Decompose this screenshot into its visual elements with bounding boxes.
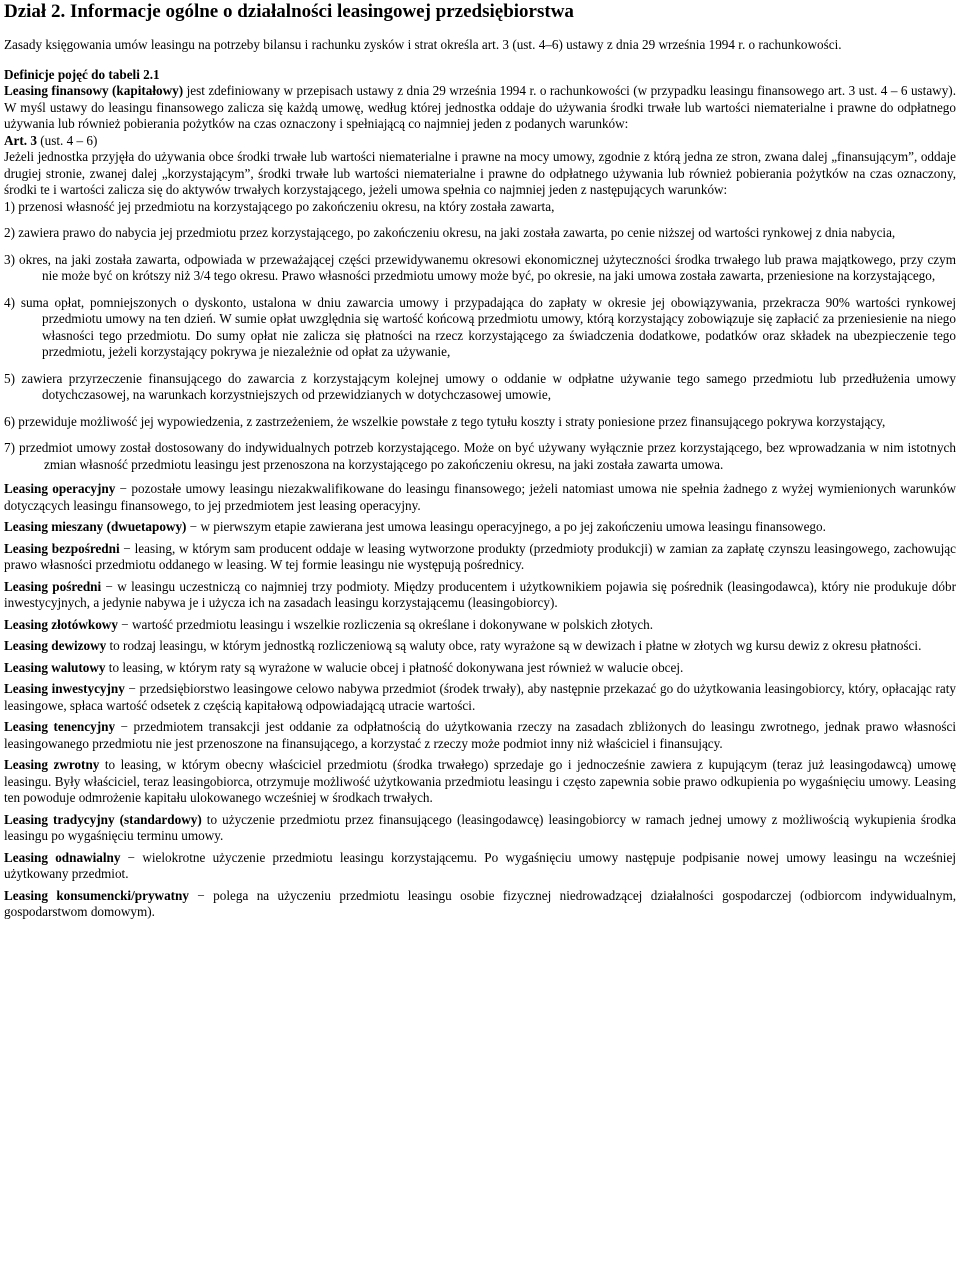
definitions-heading: Definicje pojęć do tabeli 2.1 [4,66,160,82]
lease-term-text: − w leasingu uczestniczą co najmniej trzy podmioty. Między producentem i użytkownikiem pojawia się pośrednik (leasingodawca), który nie produkuje dóbr inwestycyjnych, a jedynie nabywa je i użycza ich na zasadach leasingu korzystającemu (leasingobiorcy). [4,578,956,610]
lease-term-definition [4,888,956,921]
lease-term: Leasing inwestycyjny [4,681,125,696]
financial-lease-term: Leasing finansowy (kapitałowy) [4,83,184,98]
lease-term-text: to leasing, w którym raty są wyrażone w walucie obcej i płatność dokonywana jest również w walucie obcej. [105,659,684,675]
lease-term-definition [4,617,956,634]
article-label: Art. 3 [4,132,37,148]
lease-term: Leasing bezpośredni [4,540,120,556]
lease-term: Leasing tradycyjny (standardowy) [4,811,202,827]
lease-terms-list [4,481,956,921]
condition-item: 3) okres, na jaki została zawarta, odpowiada w przeważającej części przewidywanemu okresowi ekonomicznej użyteczności środka trwałego lub prawa majątkowego, przy czym nie może być on krótszy niż 3/4 tego okresu. Prawo własności przedmiotu umowy może być, po okresie, na jaki umowa została zawarta, przeniesione na korzystającego, [4,251,956,283]
lease-term-definition [4,541,956,574]
conditions-list [4,199,956,474]
lease-term-text: to leasing, w którym obecny właściciel przedmiotu (środka trwałego) sprzedaje go i jednocześnie zawiera z kupującym (teraz już leasingodawcą) umowę leasingu. Były właściciel, teraz leasingobiorca, otrzymuje możliwość użytkowania przedmiotu leasingu i często zapewnia sobie prawo odkupienia po wygaśnięciu umowy. Leasing ten powoduje odmrożenie kapitału ulokowanego wcześniej w środkach trwałych. [4,757,956,805]
lease-term-text: − w pierwszym etapie zawierana jest umowa leasingu operacyjnego, a po jej zakończeniu umowa leasingu finansowego. [186,519,826,534]
lease-term: Leasing odnawialny [4,849,121,865]
section-title: Dział 2. Informacje ogólne o działalności leasingowej przedsiębiorstwa [4,1,574,22]
article-ref: (ust. 4 – 6) [36,132,98,148]
lease-term: Leasing operacyjny [4,481,116,496]
lease-term-definition [4,519,956,536]
lease-term-text: to użyczenie przedmiotu przez finansującego (leasingodawcę) leasingobiorcy w ramach jednej umowy z możliwością wykupienia środka leasingu po wygaśnięciu terminu umowy. [4,811,957,843]
condition-item: 5) zawiera przyrzeczenie finansującego do zawarcia z korzystającym kolejnej umowy o oddanie w odpłatne używanie tego samego przedmiotu lub przedłużenia umowy dotychczasowej, na warunkach korzystniejszych od przewidzianych w dotychczasowej umowie, [4,370,956,402]
financial-lease-definition [4,83,956,133]
lease-term-text: to rodzaj leasingu, w którym jednostką rozliczeniową są waluty obce, raty wyrażone są w dewizach i płatne w złotych wg kursu dewiz z okresu płatności. [106,638,922,653]
lease-term-definition [4,660,956,677]
lease-term: Leasing pośredni [4,578,102,594]
lease-term: Leasing zwrotny [4,757,100,772]
lease-term: Leasing dewizowy [4,638,107,653]
lease-term-text: − wartość przedmiotu leasingu i wszelkie rozliczenia są określane i dokonywane w polskich złotych. [117,616,654,632]
lease-term-text: − polega na użyczeniu przedmiotu leasingu osobie fizycznej niedrowadzącej działalności gospodarczej (odbiorcom indywidualnym, gospodarstwom domowym). [4,887,956,919]
lease-term: Leasing mieszany (dwuetapowy) [4,519,187,534]
lease-term-definition [4,579,956,612]
lease-term-text: − pozostałe umowy leasingu niezakwalifikowane do leasingu finansowego; jeżeli natomiast umowa nie spełnia żadnego z wyżej wymienionych warunków dotyczących leasingu finansowego, to jej przedmiotem jest leasing operacyjny. [4,481,956,513]
lease-term-definition [4,757,956,807]
lease-term-definition [4,681,956,714]
financial-lease-text: jest zdefiniowany w przepisach ustawy z dnia 29 września 1994 r. o rachunkowości (w przypadku leasingu finansowego art. 3 ust. 4 – 6 ustawy). W myśl ustawy do leasingu finansowego zalicza się każdą umowę, według której jednostka oddaje do używania środki trwałe lub wartości niematerialne i prawne do odpłatnego używania lub również pobierania pożytków na czas oznaczony i spełniającą co najmniej jeden z podanych warunków: [4,83,956,131]
lease-term-definition [4,638,956,655]
article-reference [4,133,956,150]
lease-term: Leasing tenencyjny [4,719,116,734]
condition-item: 7) przedmiot umowy został dostosowany do indywidualnych potrzeb korzystającego. Może on być używany wyłącznie przez korzystającego, bez wprowadzania w nim istotnych zmian własność przedmiotu leasingu jest przenoszona na korzystającego po zakończeniu okresu, na jaki została zawarta umowa. [4,440,956,472]
lease-term-text: − leasing, w którym sam producent oddaje w leasing wytworzone produkty (przedmioty produkcji) w zamian za zapłatę czynszu leasingowego, zachowując prawo własności przedmiotu oddanego w leasing. W tej formie leasingu nie występują pośrednicy. [4,540,956,572]
condition-item: 4) suma opłat, pomniejszonych o dyskonto, ustalona w dniu zawarcia umowy i przypadająca do zapłaty w okresie jej obowiązywania, przekracza 90% wartości rynkowej przedmiotu umowy na ten dzień. W sumie opłat uwzględnia się wartość końcową przedmiotu umowy, którą korzystający zobowiązuje się zapłacić za przeniesienie na niego własności tego przedmiotu. Do sumy opłat nie zalicza się płatności na rzecz korzystającego za świadczenia dodatkowe, podatków oraz składek na ubezpieczenie tego przedmiotu, jeżeli korzystający pokrywa je niezależnie od opłat za używanie, [4,294,956,359]
lease-term-definition [4,850,956,883]
lease-term: Leasing konsumencki/prywatny [4,887,189,903]
condition-item: 1) przenosi własność jej przedmiotu na korzystającego po zakończeniu okresu, na który została zawarta, [4,198,555,214]
lease-term-text: − wielokrotne użyczenie przedmiotu leasingu korzystającemu. Po wygaśnięciu umowy następuje podpisanie nowej umowy leasingu na wcześniej użytkowany przedmiot. [4,849,956,881]
lease-term-definition [4,481,956,514]
lease-term-text: − przedmiotem transakcji jest oddanie za odpłatnością do użytkowania rzeczy na zasadach zbliżonych do leasingu zwrotnego, jednak prawo własności leasingowanego przedmiotu nie jest przenoszone na finansującego, a korzystać z rzeczy może podmiot inny niż właściciel i finansujący. [4,719,957,751]
article-text: Jeżeli jednostka przyjęła do używania obce środki trwałe lub wartości niematerialne i prawne na mocy umowy, zgodnie z którą jedna ze stron, zwana dalej „finansującym”, oddaje drugiej stronie, zwanej dalej „korzystającym”, środki trwałe lub wartości niematerialne i prawne do odpłatnego używania lub również pobierania pożytków na czas oznaczony, środki te i wartości zalicza się do aktywów trwałych korzystającego, jeżeli umowa spełnia co najmniej jeden z następujących warunków: [4,149,956,197]
lease-term-definition [4,812,956,845]
lease-term: Leasing walutowy [4,659,106,675]
condition-item: 2) zawiera prawo do nabycia jej przedmiotu przez korzystającego, po zakończeniu okresu, na jaki została zawarta, po cenie niższej od wartości rynkowej z dnia nabycia, [4,225,896,240]
lease-term: Leasing złotówkowy [4,616,118,632]
lease-term-text: − przedsiębiorstwo leasingowe celowo nabywa przedmiot (środek trwały), aby następnie przekazać go do użytkowania leasingobiorcy, który, opłacając raty leasingowe, spłaca wartość odsetek z częścią kapitałową odpowiadającą utracie wartości. [4,681,956,713]
intro-paragraph: Zasady księgowania umów leasingu na potrzeby bilansu i rachunku zysków i strat określa art. 3 (ust. 4–6) ustawy z dnia 29 września 1994 r. o rachunkowości. [4,37,842,52]
lease-term-definition [4,719,956,752]
condition-item: 6) przewiduje możliwość jej wypowiedzenia, z zastrzeżeniem, że wszelkie powstałe z tego tytułu koszty i straty poniesione przez finansującego pokrywa korzystający, [4,413,886,429]
